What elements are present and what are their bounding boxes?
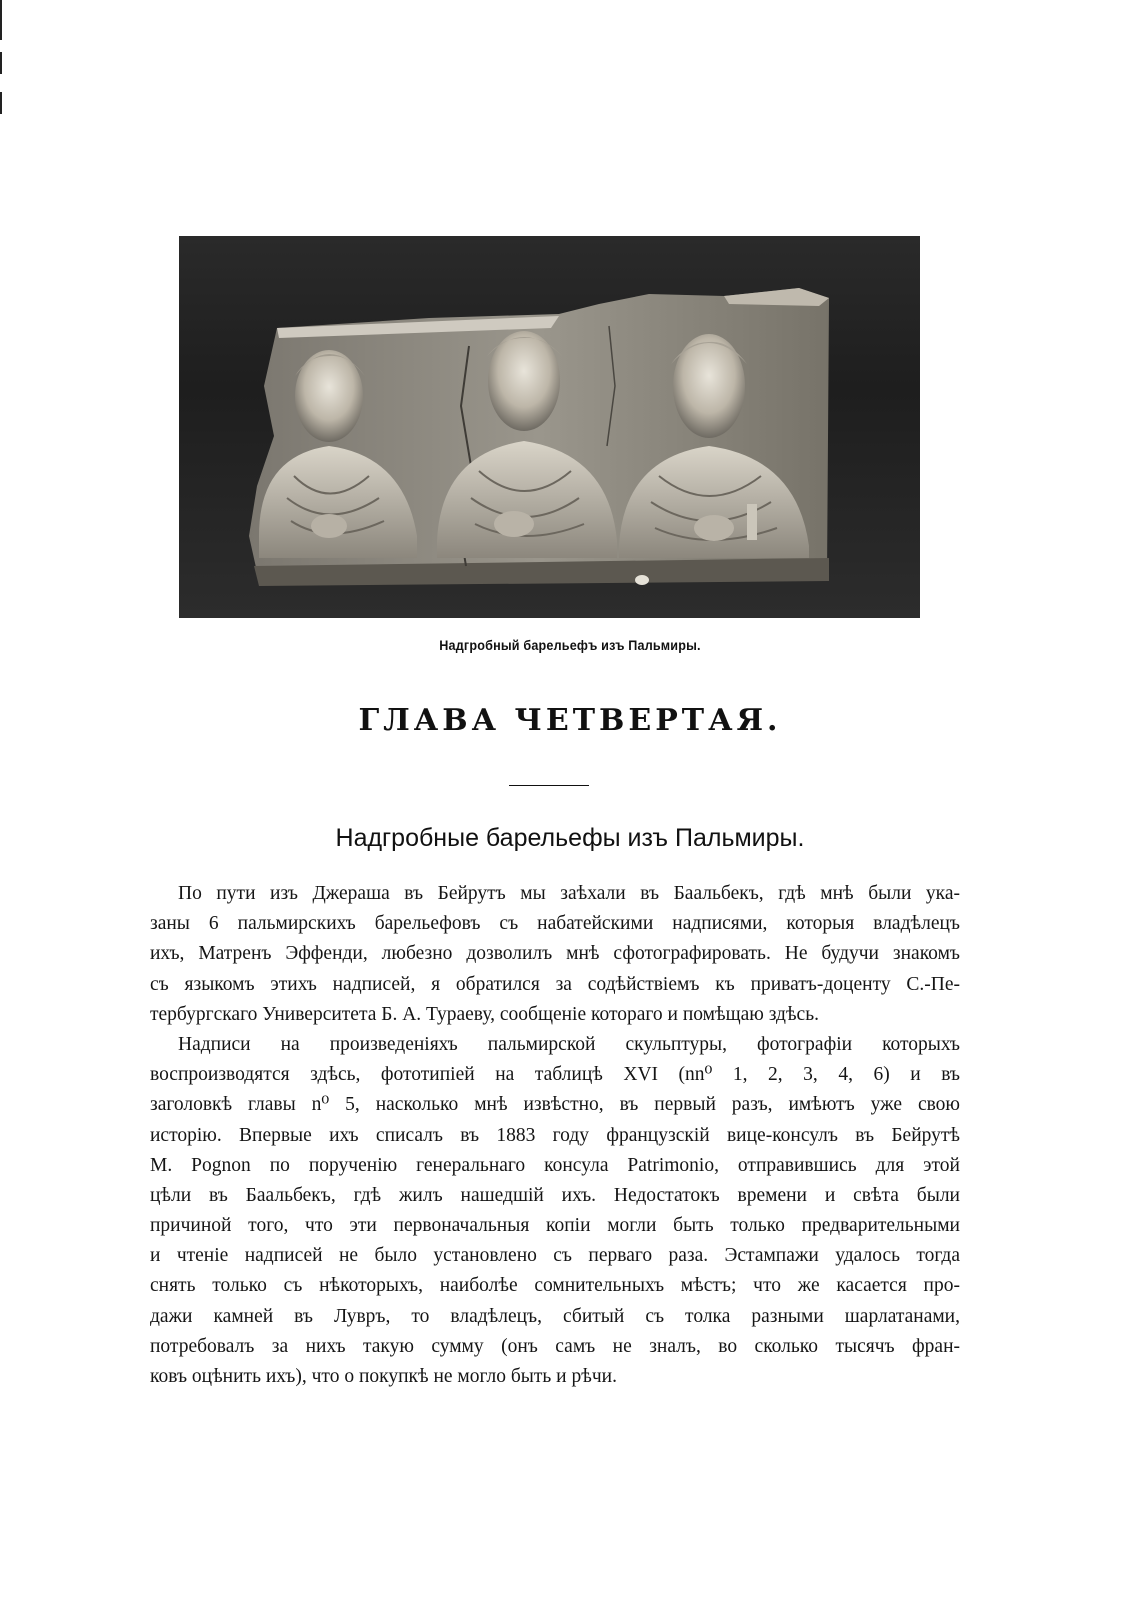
chapter-title: ГЛАВА ЧЕТВЕРТАЯ. [358, 703, 782, 738]
text-line: тербургскаго Университета Б. А. Тураеву, сообщеніе котораго и помѣщаю здѣсь. [150, 1003, 819, 1025]
text-line: ковъ оцѣнить ихъ), что о покупкѣ не могло быть и рѣчи. [150, 1366, 617, 1387]
page-edge-mark [0, 92, 2, 114]
text-line: Надписи на произведеніяхъ пальмирской скульптуры, фотографіи которыхъ [178, 1033, 960, 1055]
divider-rule [509, 785, 589, 786]
text-line: причиной того, что эти первоначальныя копіи могли быть только предварительными [150, 1215, 960, 1237]
text-line: воспроизводятся здѣсь, фототипіей на таблицѣ XVI (nn⁰ 1, 2, 3, 4, 6) и въ [150, 1064, 960, 1086]
text-line: M. Pognon по порученію генеральнаго консула Patrimonio, отправившись для этой [150, 1154, 960, 1176]
page-edge-mark [0, 0, 2, 40]
page-edge-mark [0, 52, 2, 74]
chapter-subtitle: Надгробные барельефы изъ Пальмиры. [335, 824, 805, 852]
body-text [150, 879, 960, 1392]
text-line: снять только съ нѣкоторыхъ, наиболѣе сомнительныхъ мѣстъ; что же касается про- [150, 1275, 960, 1297]
text-line: съ языкомъ этихъ надписей, я обратился за содѣйствіемъ къ приватъ-доценту С.-Пе- [150, 973, 960, 995]
text-line: По пути изъ Джераша въ Бейрутъ мы заѣхали въ Баальбекъ, гдѣ мнѣ были ука- [178, 883, 960, 904]
text-line: заны 6 пальмирскихъ барельефовъ съ набатейскими надписями, которыя владѣлецъ [150, 913, 960, 935]
text-line: ихъ, Матренъ Эффенди, любезно дозволилъ мнѣ сфотографировать. Не будучи знакомъ [150, 943, 960, 965]
text-line: цѣли въ Баальбекъ, гдѣ жилъ нашедшій ихъ. Недостатокъ времени и свѣта были [150, 1184, 960, 1206]
relief-photograph [179, 236, 920, 618]
text-line: дажи камней въ Лувръ, то владѣлецъ, сбитый съ толка разными шарлатанами, [150, 1305, 960, 1327]
text-line: заголовкѣ главы n⁰ 5, насколько мнѣ извѣстно, въ первый разъ, имѣютъ уже свою [150, 1094, 960, 1116]
text-line: потребовалъ за нихъ такую сумму (онъ самъ не зналъ, во сколько тысячъ фран- [150, 1335, 960, 1357]
text-line: исторію. Впервые ихъ списалъ въ 1883 году французскій вице-консулъ въ Бейрутѣ [150, 1124, 960, 1146]
figure-caption: Надгробный барельефъ изъ Пальмиры. [439, 637, 701, 653]
text-line: и чтеніе надписей не было установлено съ перваго раза. Эстампажи удалось тогда [150, 1245, 960, 1267]
